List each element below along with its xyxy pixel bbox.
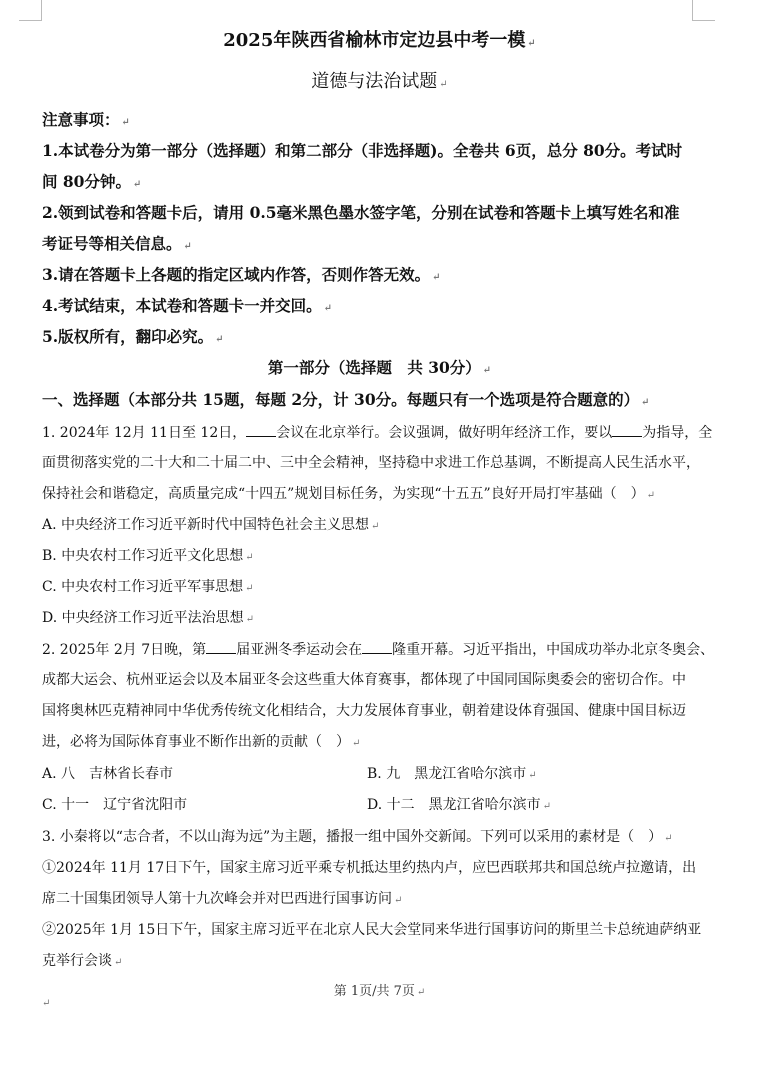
q1-option-b: B. 中央农村工作习近平文化思想 ↵ [42, 548, 254, 564]
blank [246, 422, 276, 437]
notice-item-1-cont: 间 80分钟。 ↵ [42, 172, 142, 191]
notice-item-2-cont: 考证号等相关信息。 ↵ [42, 234, 192, 253]
q3-item-1: ①2024年 11月 17日下午，国家主席习近平乘专机抵达里约热内卢，应巴西联邦共和国总统卢拉邀请，出 [42, 860, 697, 876]
blank [362, 639, 392, 654]
section-heading: 一、选择题（本部分共 15题，每题 2分，计 30分。每题只有一个选项是符合题意的） ↵ [42, 390, 650, 409]
q2-option-a: A. 八 吉林省长春市 [42, 766, 174, 782]
exam-subtitle: 道德与法治试题 ↵ [311, 71, 448, 92]
q2-line-4: 进，必将为国际体育事业不断作出新的贡献（ ） ↵ [42, 734, 361, 750]
crop-mark-top-left [19, 0, 42, 21]
q2-line-1: 2. 2025年 2月 7日晚，第 届亚洲冬季运动会在 隆重开幕。习近平指出，中国成功举办北京冬奥会、 [42, 639, 714, 660]
q2-option-d: D. 十二 黑龙江省哈尔滨市 ↵ [367, 797, 552, 813]
paragraph-mark: ↵ [42, 998, 51, 1009]
q1-line-2: 面贯彻落实党的二十大和二十届二中、三中全会精神，坚持稳中求进工作总基调，不断提高人民生活水平， [42, 455, 700, 471]
q3-item-2: ②2025年 1月 15日下午，国家主席习近平在北京人民大会堂同来华进行国事访问的斯里兰卡总统迪萨纳亚 [42, 922, 702, 938]
crop-mark-top-right [692, 0, 715, 21]
notice-item-1: 1.本试卷分为第一部分（选择题）和第二部分（非选择题)。全卷共 6页，总分 80分。考试时 [42, 141, 683, 160]
q1-option-d: D. 中央经济工作习近平法治思想 ↵ [42, 610, 255, 626]
q3-line-1: 3. 小秦将以“志合者，不以山海为远”为主题，播报一组中国外交新闻。下列可以采用的素材是（ ） ↵ [42, 829, 673, 845]
part1-heading: 第一部分（选择题 共 30分） ↵ [267, 358, 492, 377]
q2-option-b: B. 九 黑龙江省哈尔滨市 ↵ [367, 766, 537, 782]
notice-item-2: 2.领到试卷和答题卡后，请用 0.5毫米黑色墨水签字笔，分别在试卷和答题卡上填写姓名和准 [42, 203, 680, 222]
q1-line-3: 保持社会和谐稳定，高质量完成“十四五”规划目标任务，为实现“十五五”良好开局打牢基础（ ） ↵ [42, 486, 656, 502]
blank [612, 422, 642, 437]
q3-item-2-cont: 克举行会谈 ↵ [42, 953, 123, 969]
q2-option-c: C. 十一 辽宁省沈阳市 [42, 797, 188, 813]
q1-line-1: 1. 2024年 12月 11日至 12日， 会议在北京举行。会议强调，做好明年经济工作，要以 为指导，全 [42, 422, 712, 443]
q1-option-c: C. 中央农村工作习近平军事思想 ↵ [42, 579, 254, 595]
q3-item-1-cont: 席二十国集团领导人第十九次峰会并对巴西进行国事访问 ↵ [42, 891, 403, 907]
notice-item-3: 3.请在答题卡上各题的指定区域内作答，否则作答无效。 ↵ [42, 265, 441, 284]
blank [206, 639, 236, 654]
q1-option-a: A. 中央经济工作习近平新时代中国特色社会主义思想 ↵ [42, 517, 380, 533]
q2-line-2: 成都大运会、杭州亚运会以及本届亚冬会这些重大体育赛事，都体现了中国同国际奥委会的密切合作。中 [42, 672, 686, 688]
notice-heading: 注意事项： ↵ [42, 110, 130, 129]
exam-title: 2025年陕西省榆林市定边县中考一模 ↵ [223, 30, 536, 51]
q2-line-3: 国将奥林匹克精神同中华优秀传统文化相结合，大力发展体育事业，朝着建设体育强国、健康中国目标迈 [42, 703, 686, 719]
notice-item-5: 5.版权所有，翻印必究。 ↵ [42, 327, 224, 346]
page-footer: 第 1页/共 7页 ↵ [333, 984, 426, 999]
notice-item-4: 4.考试结束，本试卷和答题卡一并交回。 ↵ [42, 296, 333, 315]
